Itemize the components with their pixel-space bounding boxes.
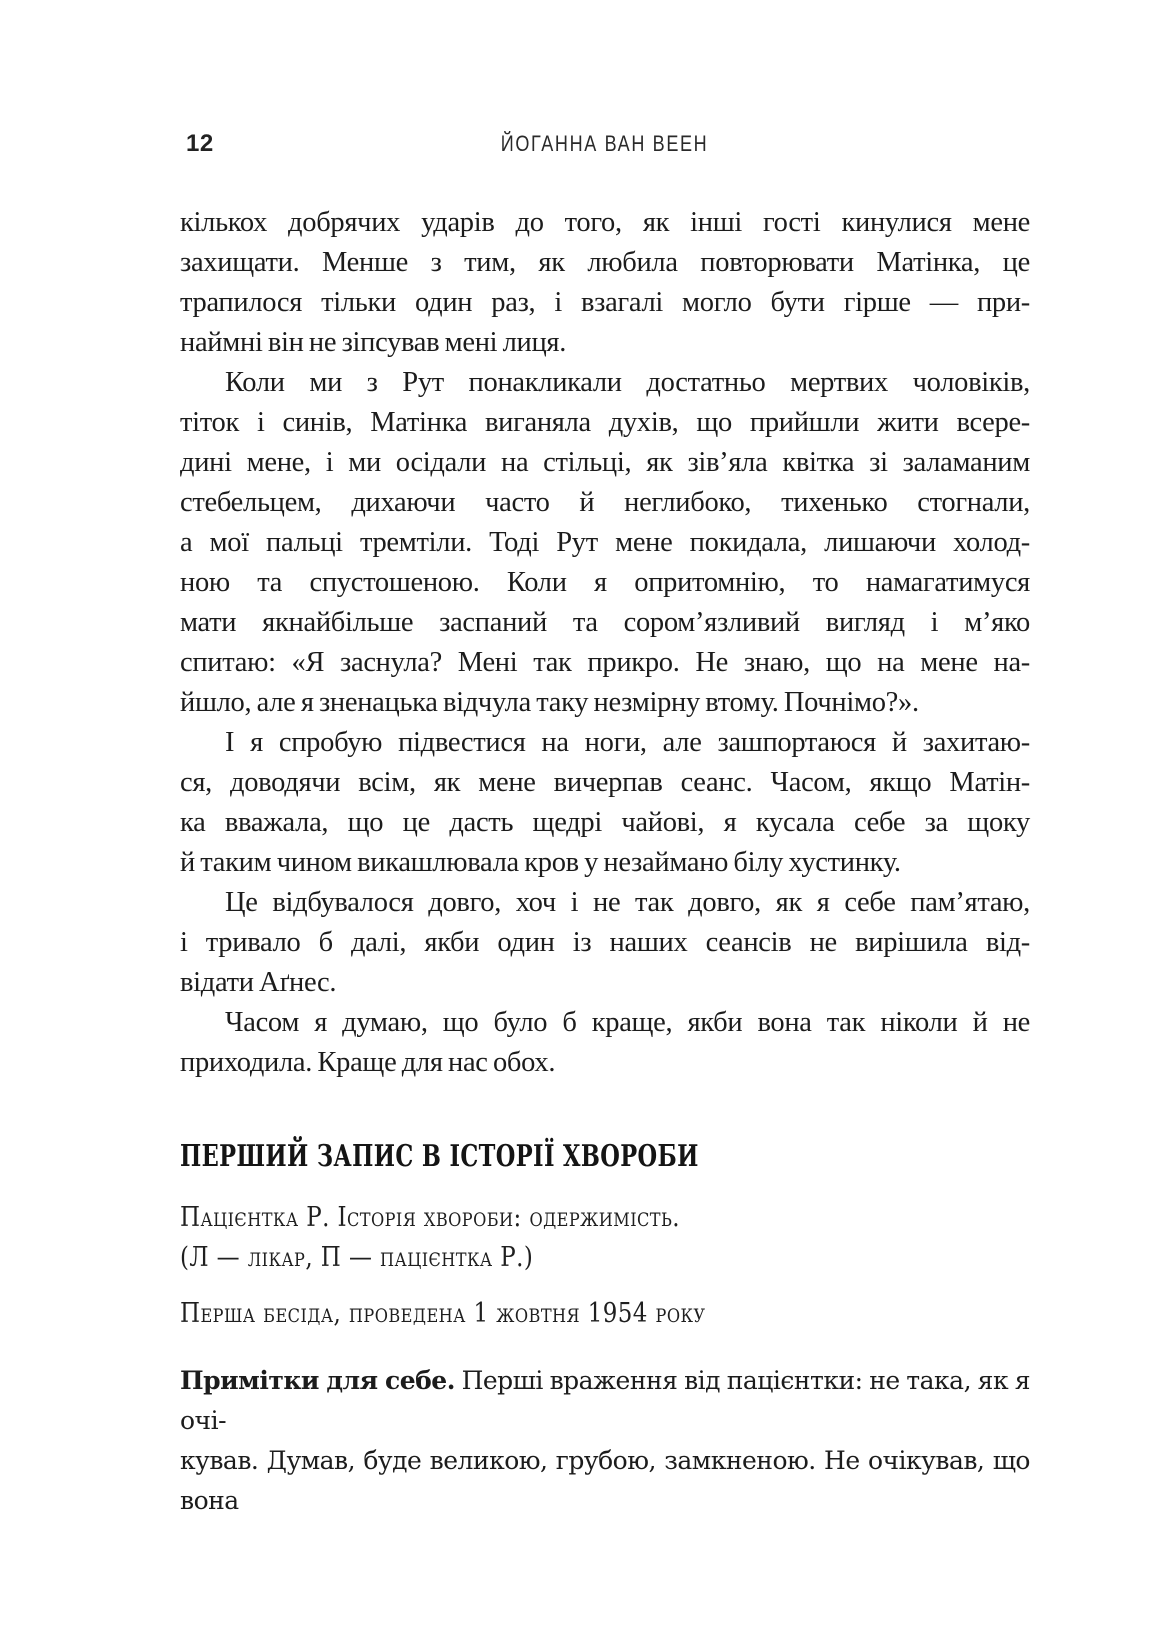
body-text bbox=[180, 203, 1030, 1083]
case-line: Пацієнтка Р. Історія хвороби: одержимість. bbox=[180, 1202, 681, 1233]
text-line: І я спробую підвестися на ноги, але зашпортаюся й захитаю- bbox=[225, 727, 1030, 758]
running-header: ЙОГАННА ВАН ВЕЕН bbox=[501, 131, 709, 156]
text-line: а мої пальці тремтіли. Тоді Рут мене покидала, лишаючи холод- bbox=[180, 527, 1030, 558]
text-line: тіток і синів, Матінка виганяла духів, що прийшли жити всере- bbox=[180, 407, 1030, 438]
text-line: відати Аґнес. bbox=[180, 967, 337, 998]
text-line: дині мене, і ми осідали на стільці, як зів’яла квітка зі заламаним bbox=[180, 447, 1030, 478]
notes-line bbox=[180, 1361, 1030, 1441]
text-line: наймні він не зіпсував мені лиця. bbox=[180, 327, 567, 358]
text-line: стебельцем, дихаючи часто й неглибоко, тихенько стогнали, bbox=[180, 487, 1030, 518]
notes-label: Примітки для себе. bbox=[180, 1366, 455, 1395]
session-line: Перша бесіда, проведена 1 жовтня 1954 року bbox=[180, 1298, 706, 1329]
paragraph bbox=[180, 883, 1030, 1003]
text-line: Це відбувалося довго, хоч і не так довго, як я себе пам’ятаю, bbox=[225, 887, 1030, 918]
paragraph bbox=[180, 203, 1030, 363]
text-line: ка вважала, що це дасть щедрі чайові, я кусала себе за щоку bbox=[180, 807, 1030, 838]
text-line: приходила. Краще для нас обох. bbox=[180, 1047, 556, 1078]
case-intro bbox=[180, 1198, 1030, 1278]
text-line: йшло, але я зненацька відчула таку незмірну втому. Почнімо?». bbox=[180, 687, 919, 718]
text-line: захищати. Менше з тим, як любила повторювати Матінка, це bbox=[180, 247, 1030, 278]
text-line: й таким чином викашлювала кров у незаймано білу хустинку. bbox=[180, 847, 901, 878]
notes-text: Перші враження від пацієнтки: не така, як я очі- bbox=[180, 1366, 1030, 1435]
running-head bbox=[180, 128, 1030, 160]
text-line: ся, доводячи всім, як мене вичерпав сеанс. Часом, якщо Матін- bbox=[180, 767, 1030, 798]
paragraph bbox=[180, 723, 1030, 883]
section-heading: ПЕРШИЙ ЗАПИС В ІСТОРІЇ ХВОРОБИ bbox=[180, 1139, 699, 1174]
paragraph bbox=[180, 1003, 1030, 1083]
paragraph bbox=[180, 363, 1030, 723]
text-line: трапилося тільки один раз, і взагалі могло бути гірше — при- bbox=[180, 287, 1030, 318]
text-line: кількох добрячих ударів до того, як інші гості кинулися мене bbox=[180, 207, 1030, 238]
text-line: і тривало б далі, якби один із наших сеансів не вирішила від- bbox=[180, 927, 1030, 958]
text-line: спитаю: «Я заснула? Мені так прикро. Не знаю, що на мене на- bbox=[180, 647, 1030, 678]
text-line: мати якнайбільше заспаний та сором’язливий вигляд і м’яко bbox=[180, 607, 1030, 638]
text-line: Коли ми з Рут понакликали достатньо мертвих чоловіків, bbox=[225, 367, 1030, 398]
text-line: Часом я думаю, що було б краще, якби вона так ніколи й не bbox=[225, 1007, 1030, 1038]
text-line: ною та спустошеною. Коли я опритомнію, то намагатимуся bbox=[180, 567, 1030, 598]
notes-paragraph bbox=[180, 1361, 1030, 1521]
notes-line: кував. Думав, буде великою, грубою, замкненою. Не очікував, що вона bbox=[180, 1446, 1030, 1515]
page-number: 12 bbox=[186, 130, 214, 157]
case-line: (Л — лікар, П — пацієнтка Р.) bbox=[180, 1242, 534, 1273]
running-header-wrap bbox=[180, 128, 1030, 160]
